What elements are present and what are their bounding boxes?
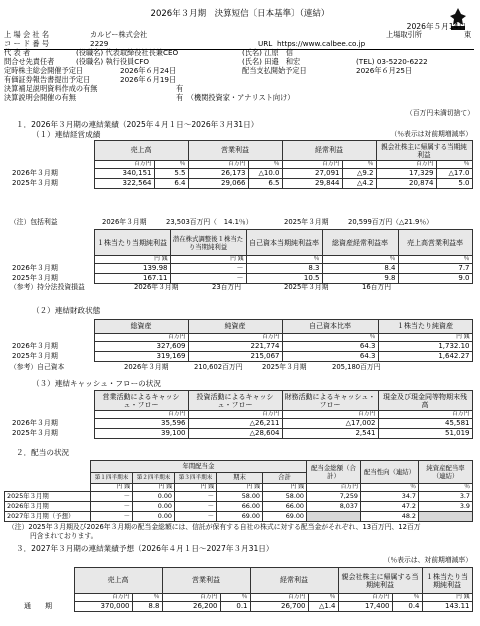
row-label: 2026年３月期: [12, 264, 58, 273]
table-cell: △1.4: [308, 602, 338, 612]
table-cell: 0.00: [133, 492, 175, 502]
table-cell: 7,259: [307, 492, 361, 502]
section2-title: ２．配当の状況: [16, 448, 70, 457]
unit-cell: 百万円: [188, 334, 282, 342]
table-row: [10, 264, 472, 274]
own-capital-note: [10, 364, 472, 373]
page-title: 2026年３月期 決算短信〔日本基準〕（連結）: [150, 9, 330, 19]
comp-cur-label: 2026年３月期: [102, 218, 147, 226]
table-cell: 3.9: [419, 502, 473, 512]
forecast-pct-note: （％表示は、対前期増減率）: [383, 556, 472, 564]
listing-value: 東: [464, 30, 472, 39]
table-cell: 7.7: [398, 264, 472, 274]
col-net-assets: 純資産: [188, 320, 282, 334]
table-row: [5, 502, 473, 512]
supplementary-value: 有: [176, 84, 184, 93]
row-label: 2025年３月期: [5, 492, 91, 502]
table-cell: 34.7: [361, 492, 419, 502]
table-cell: 17,329: [376, 169, 436, 179]
unit-cell: 百万円: [378, 411, 472, 419]
table-cell: 26,700: [250, 602, 308, 612]
col-cash-end: 現金及び現金同等物期末残高: [378, 391, 472, 411]
own-cur-value: 210,602百万円: [194, 363, 243, 371]
table-cell: 1,642.27: [378, 352, 472, 362]
col-total-assets: 総資産: [94, 320, 188, 334]
col-roa: 総資産経常利益率: [322, 230, 398, 256]
table-cell: 139.98: [94, 264, 170, 274]
table-row: [10, 602, 472, 612]
financial-position-table: [10, 319, 473, 362]
unit-cell: 百万円: [94, 161, 154, 169]
table-cell: 10.5: [246, 274, 322, 284]
table-cell: 45,581: [378, 419, 472, 429]
col-eps: １株当たり当期純利益: [94, 230, 170, 256]
unit-cell: ％: [392, 594, 422, 602]
table-cell: －: [91, 502, 133, 512]
col-roe: 自己資本当期純利益率: [246, 230, 322, 256]
table-cell: 221,774: [188, 342, 282, 352]
table-cell: 48.2: [361, 512, 419, 522]
dividend-pay-date: 2026年６月25日: [356, 66, 413, 75]
table-cell: 370,000: [74, 602, 132, 612]
row-label: 2025年３月期: [12, 274, 58, 283]
unit-cell: 百万円: [162, 594, 220, 602]
unit-cell: 円 銭: [170, 256, 246, 264]
unit-cell: ％: [246, 256, 322, 264]
briefing-label: 決算説明会開催の有無: [4, 93, 76, 102]
unit-cell: 百万円: [94, 411, 188, 419]
col-operating-profit: 営業利益: [188, 141, 282, 161]
table-cell: 17,400: [338, 602, 392, 612]
table-cell: 27,091: [282, 169, 342, 179]
table-cell: 29,844: [282, 179, 342, 189]
table-cell: 47.2: [361, 502, 419, 512]
table-cell: [307, 512, 361, 522]
table-cell: －: [170, 274, 246, 284]
table-cell: 69.00: [263, 512, 307, 522]
table-row: [10, 429, 472, 439]
unit-cell: ％: [361, 484, 419, 492]
section1-title: １．2026年３月期の連結業績（2025年４月１日～2026年３月31日）: [16, 120, 259, 129]
col-fc-net-income: 親会社株主に帰属する当期純利益: [338, 568, 422, 594]
row-label: 2026年３月期: [5, 502, 91, 512]
unit-cell: 百万円: [74, 594, 132, 602]
unit-cell: 円 銭: [422, 594, 472, 602]
unit-cell: 百万円: [282, 411, 378, 419]
col-q2: 第２四半期末: [133, 473, 175, 484]
code-label: コ ー ド 番 号: [4, 39, 50, 48]
table-row: [5, 512, 473, 522]
forecast-table: [10, 567, 473, 612]
table-row: [10, 274, 472, 284]
equity-label: （参考）持分法投資損益: [10, 283, 85, 291]
listing-label: 上場取引所: [386, 30, 422, 39]
report-filing-date: 2026年６月19日: [120, 75, 177, 84]
rep-name: (氏名) 江原 信: [242, 48, 294, 57]
supplementary-label: 決算補足説明資料作成の有無: [4, 84, 98, 93]
row-label: 2025年３月期: [12, 352, 58, 361]
table-cell: 0.4: [392, 602, 422, 612]
per-share-table: [10, 229, 473, 284]
table-cell: 39,100: [94, 429, 188, 439]
comp-prev-label: 2025年３月期: [284, 218, 329, 226]
table-cell: 1,732.10: [378, 342, 472, 352]
equity-prev-value: 16百万円: [362, 283, 392, 291]
dividend-table: [4, 460, 473, 522]
table-cell: 58.00: [217, 492, 263, 502]
briefing-value: 有 （機関投資家・アナリスト向け）: [176, 93, 295, 102]
rep-label: 代 表 者: [4, 48, 31, 57]
unit-cell: 百万円: [250, 594, 308, 602]
unit-cell: 百万円: [188, 411, 282, 419]
unit-cell: 百万円: [94, 334, 188, 342]
col-div-total: 配当金総額（合計）: [307, 461, 361, 484]
unit-cell: ％: [419, 484, 473, 492]
table-cell: 8.4: [322, 264, 398, 274]
table-cell: △17,002: [282, 419, 378, 429]
equity-cur-label: 2026年３月期: [134, 283, 179, 291]
own-label: （参考）自己資本: [10, 363, 65, 371]
unit-cell: 円 銭: [133, 484, 175, 492]
table-cell: －: [91, 512, 133, 522]
row-label: 2026年３月期: [12, 169, 58, 178]
table-row: [10, 352, 472, 362]
col-q1: 第１四半期末: [91, 473, 133, 484]
col-operating-cf: 営業活動によるキャッシュ・フロー: [94, 391, 188, 411]
row-label: 2026年３月期: [12, 419, 58, 428]
unit-cell: ％: [220, 594, 250, 602]
table-cell: 0.00: [133, 512, 175, 522]
table-cell: 6.4: [154, 179, 188, 189]
col-fc-eps: １株当たり当期純利益: [422, 568, 472, 594]
unit-cell: 百万円: [282, 161, 342, 169]
cash-flow-table: [10, 390, 473, 439]
table-cell: 319,169: [94, 352, 188, 362]
unit-cell: 円 銭: [175, 484, 217, 492]
unit-cell: 百万円: [338, 594, 392, 602]
unit-cell: 円 銭: [263, 484, 307, 492]
table-cell: △4.2: [342, 179, 376, 189]
dividend-pay-label: 配当支払開始予定日: [242, 66, 307, 75]
table-cell: 6.5: [248, 179, 282, 189]
section3-title: ３．2027年３月期の連結業績予想（2026年４月１日～2027年３月31日）: [16, 544, 274, 553]
table-cell: 29,066: [188, 179, 248, 189]
unit-cell: 百万円: [188, 161, 248, 169]
section1-sub2: （２）連結財政状態: [32, 306, 101, 315]
col-annual-dividend: 年間配当金: [91, 461, 307, 473]
table-cell: 8.3: [246, 264, 322, 274]
col-bps: １株当たり純資産: [378, 320, 472, 334]
company-label: 上 場 会 社 名: [4, 30, 50, 39]
col-op-margin: 売上高営業利益率: [398, 230, 472, 256]
equity-method-note: [10, 284, 472, 293]
row-label: 2025年３月期: [12, 179, 58, 188]
table-cell: 64.3: [282, 352, 378, 362]
table-cell: 35,596: [94, 419, 188, 429]
table-cell: 20,874: [376, 179, 436, 189]
table-row: [10, 342, 472, 352]
dividend-note-line1: （注）2025年３月期及び2026年３月期の配当金総額には、信託が保有する自社の株式に対する配当金がそれぞれ、13百万円、12百万: [8, 523, 421, 531]
unit-cell: 百万円: [307, 484, 361, 492]
table-cell: 69.00: [217, 512, 263, 522]
unit-cell: ％: [154, 161, 188, 169]
company-name: カルビー株式会社: [90, 30, 148, 39]
comp-label: （注）包括利益: [10, 218, 58, 226]
equity-cur-value: 23百万円: [212, 283, 242, 291]
col-sales: 売上高: [94, 141, 188, 161]
unit-cell: 円 銭: [94, 256, 170, 264]
table-cell: 0.1: [220, 602, 250, 612]
table-cell: △28,604: [188, 429, 282, 439]
unit-cell: ％: [308, 594, 338, 602]
pct-note: （％表示は対前期増減率）: [390, 130, 472, 138]
table-cell: 66.00: [263, 502, 307, 512]
table-cell: 327,609: [94, 342, 188, 352]
company-url[interactable]: https://www.calbee.co.jp: [277, 39, 366, 48]
col-net-income: 親会社株主に帰属する当期純利益: [376, 141, 472, 161]
table-cell: －: [175, 512, 217, 522]
operating-results-table: [10, 140, 473, 189]
code-value: 2229: [90, 39, 109, 48]
table-row: [10, 169, 472, 179]
table-cell: 9.8: [322, 274, 398, 284]
comprehensive-income-note: [10, 219, 472, 228]
own-prev-label: 2025年３月期: [262, 363, 307, 371]
unit-cell: ％: [132, 594, 162, 602]
unit-cell: 円 銭: [378, 334, 472, 342]
row-label: 2026年３月期: [12, 342, 58, 351]
col-equity-ratio: 自己資本比率: [282, 320, 378, 334]
col-div-on-equity: 純資産配当率（連結）: [419, 461, 473, 484]
table-row: [10, 419, 472, 429]
table-cell: 64.3: [282, 342, 378, 352]
table-cell: △26,211: [188, 419, 282, 429]
table-cell: 26,173: [188, 169, 248, 179]
table-cell: [419, 512, 473, 522]
dividend-note-line2: 円含まれております。: [30, 532, 98, 540]
table-cell: 5.5: [154, 169, 188, 179]
table-cell: －: [175, 502, 217, 512]
table-cell: 0.00: [133, 502, 175, 512]
unit-cell: ％: [398, 256, 472, 264]
table-row: [5, 492, 473, 502]
col-fc-sales: 売上高: [74, 568, 162, 594]
comp-cur-value: 23,503百万円（ 14.1％）: [166, 218, 253, 226]
table-cell: 2,541: [282, 429, 378, 439]
unit-cell: ％: [342, 161, 376, 169]
table-cell: 143.11: [422, 602, 472, 612]
section1-sub1: （１）連結経営成績: [32, 130, 101, 139]
url-label: URL: [258, 39, 273, 48]
table-cell: －: [175, 492, 217, 502]
table-cell: 8.8: [132, 602, 162, 612]
table-cell: △10.0: [248, 169, 282, 179]
unit-cell: ％: [282, 334, 378, 342]
agm-label: 定時株主総会開催予定日: [4, 66, 84, 75]
report-date: 2026年５月14日: [406, 22, 466, 31]
table-cell: －: [91, 492, 133, 502]
unit-cell: ％: [436, 161, 472, 169]
rounding-note: （百万円未満切捨て）: [406, 109, 474, 117]
own-cur-label: 2026年３月期: [124, 363, 169, 371]
table-cell: 215,067: [188, 352, 282, 362]
table-cell: 340,151: [94, 169, 154, 179]
unit-cell: 百万円: [376, 161, 436, 169]
col-fc-ordinary-profit: 経常利益: [250, 568, 338, 594]
table-cell: △17.0: [436, 169, 472, 179]
contact-name: (氏名) 田邉 和宏: [242, 57, 301, 66]
col-year-end: 期末: [217, 473, 263, 484]
table-row: [10, 179, 472, 189]
col-diluted-eps: 潜在株式調整後１株当たり当期純利益: [170, 230, 246, 256]
table-cell: 51,019: [378, 429, 472, 439]
col-investing-cf: 投資活動によるキャッシュ・フロー: [188, 391, 282, 411]
row-label: 通 期: [24, 602, 52, 611]
report-filing-label: 有価証券報告書提出予定日: [4, 75, 91, 84]
row-label: 2027年３月期（予想）: [5, 512, 91, 522]
unit-cell: ％: [322, 256, 398, 264]
unit-cell: 円 銭: [217, 484, 263, 492]
col-ordinary-profit: 経常利益: [282, 141, 376, 161]
table-cell: 26,200: [162, 602, 220, 612]
col-financing-cf: 財務活動によるキャッシュ・フロー: [282, 391, 378, 411]
table-cell: 9.0: [398, 274, 472, 284]
unit-cell: 円 銭: [91, 484, 133, 492]
contact-label: 問合せ先責任者: [4, 57, 55, 66]
contact-tel: (TEL) 03-5220-6222: [356, 57, 428, 66]
section1-sub3: （３）連結キャッシュ・フローの状況: [32, 379, 161, 388]
table-cell: 322,564: [94, 179, 154, 189]
col-q3: 第３四半期末: [175, 473, 217, 484]
table-cell: 5.0: [436, 179, 472, 189]
contact-title: (役職名) 執行役員CFO: [76, 57, 150, 66]
own-prev-value: 205,180百万円: [332, 363, 381, 371]
table-cell: 66.00: [217, 502, 263, 512]
table-cell: 3.7: [419, 492, 473, 502]
table-cell: △9.2: [342, 169, 376, 179]
comp-prev-value: 20,599百万円（△21.9％）: [348, 218, 433, 226]
col-total: 合計: [263, 473, 307, 484]
row-label: 2025年３月期: [12, 429, 58, 438]
rep-title: (役職名) 代表取締役社長兼CEO: [76, 48, 179, 57]
table-cell: 8,037: [307, 502, 361, 512]
col-payout-ratio: 配当性向（連結）: [361, 461, 419, 484]
col-fc-operating-profit: 営業利益: [162, 568, 250, 594]
table-cell: 58.00: [263, 492, 307, 502]
unit-cell: ％: [248, 161, 282, 169]
equity-prev-label: 2025年３月期: [284, 283, 329, 291]
table-cell: 167.11: [94, 274, 170, 284]
agm-date: 2026年６月24日: [120, 66, 177, 75]
table-cell: －: [170, 264, 246, 274]
